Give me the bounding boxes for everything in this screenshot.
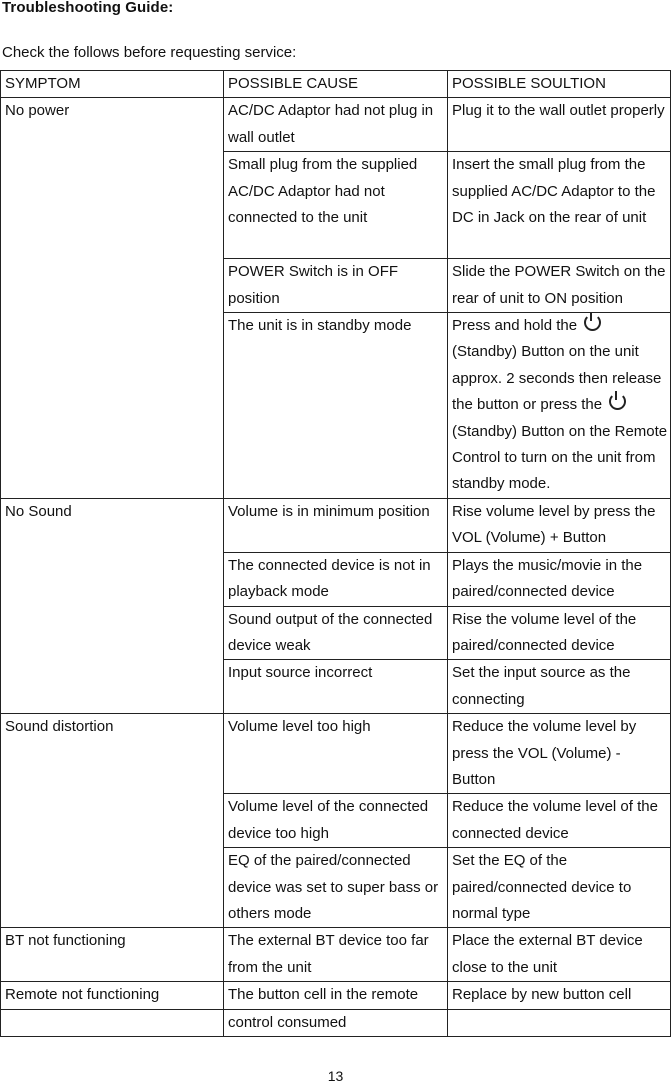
power-standby-icon: [609, 393, 626, 410]
solution-cell: [448, 1009, 671, 1036]
header-cause: POSSIBLE CAUSE: [224, 71, 448, 98]
solution-text: Press and hold the: [452, 317, 578, 335]
solution-cell: Replace by new button cell: [448, 982, 671, 1009]
cause-cell: POWER Switch is in OFF position: [224, 259, 448, 313]
power-standby-icon: [584, 314, 601, 331]
solution-cell: Reduce the volume level of the connected device: [448, 794, 671, 848]
table-row: [1, 498, 671, 552]
cause-cell: control consumed: [224, 1009, 448, 1036]
table-header-row: [1, 71, 671, 98]
cause-cell: The unit is in standby mode: [224, 313, 448, 499]
symptom-cell: No Sound: [1, 498, 224, 713]
table-row: [1, 928, 671, 982]
solution-cell: Rise the volume level of the paired/connected device: [448, 606, 671, 660]
cause-cell: Volume level too high: [224, 714, 448, 794]
table-row: [1, 714, 671, 794]
cause-cell: Sound output of the connected device weak: [224, 606, 448, 660]
header-symptom: SYMPTOM: [1, 71, 224, 98]
solution-cell: Plays the music/movie in the paired/connected device: [448, 552, 671, 606]
symptom-cell: No power: [1, 98, 224, 498]
cause-cell: AC/DC Adaptor had not plug in wall outlet: [224, 98, 448, 152]
solution-cell: Slide the POWER Switch on the rear of unit to ON position: [448, 259, 671, 313]
troubleshooting-table: [0, 70, 671, 1037]
cause-cell: The external BT device too far from the unit: [224, 928, 448, 982]
page-number: 13: [327, 1068, 344, 1084]
solution-cell: Set the EQ of the paired/connected device to normal type: [448, 848, 671, 928]
table-row: [1, 1009, 671, 1036]
solution-cell: Rise volume level by press the VOL (Volume) + Button: [448, 498, 671, 552]
cause-cell: Input source incorrect: [224, 660, 448, 714]
header-solution: POSSIBLE SOULTION: [448, 71, 671, 98]
cause-cell: The button cell in the remote: [224, 982, 448, 1009]
solution-cell: [448, 313, 671, 499]
cause-cell: Small plug from the supplied AC/DC Adaptor had not connected to the unit: [224, 152, 448, 259]
symptom-cell: BT not functioning: [1, 928, 224, 982]
symptom-cell: Sound distortion: [1, 714, 224, 928]
solution-cell: Reduce the volume level by press the VOL (Volume) - Button: [448, 714, 671, 794]
solution-cell: Insert the small plug from the supplied AC/DC Adaptor to the DC in Jack on the rear of unit: [448, 152, 671, 259]
table-row: [1, 982, 671, 1009]
cause-cell: The connected device is not in playback mode: [224, 552, 448, 606]
solution-cell: Place the external BT device close to the unit: [448, 928, 671, 982]
cause-cell: Volume is in minimum position: [224, 498, 448, 552]
symptom-cell: Remote not functioning: [1, 982, 224, 1009]
table-row: [1, 98, 671, 152]
solution-cell: Plug it to the wall outlet properly: [448, 98, 671, 152]
symptom-cell: [1, 1009, 224, 1036]
cause-cell: Volume level of the connected device too high: [224, 794, 448, 848]
cause-cell: EQ of the paired/connected device was set to super bass or others mode: [224, 848, 448, 928]
page-title: Troubleshooting Guide:: [2, 0, 174, 16]
solution-text: (Standby) Button on the Remote Control to turn on the unit from standby mode.: [452, 422, 668, 493]
solution-text: (Standby) Button on the unit approx. 2 seconds then release the button or press the: [452, 343, 662, 414]
intro-text: Check the follows before requesting service:: [2, 44, 297, 61]
solution-cell: Set the input source as the connecting: [448, 660, 671, 714]
